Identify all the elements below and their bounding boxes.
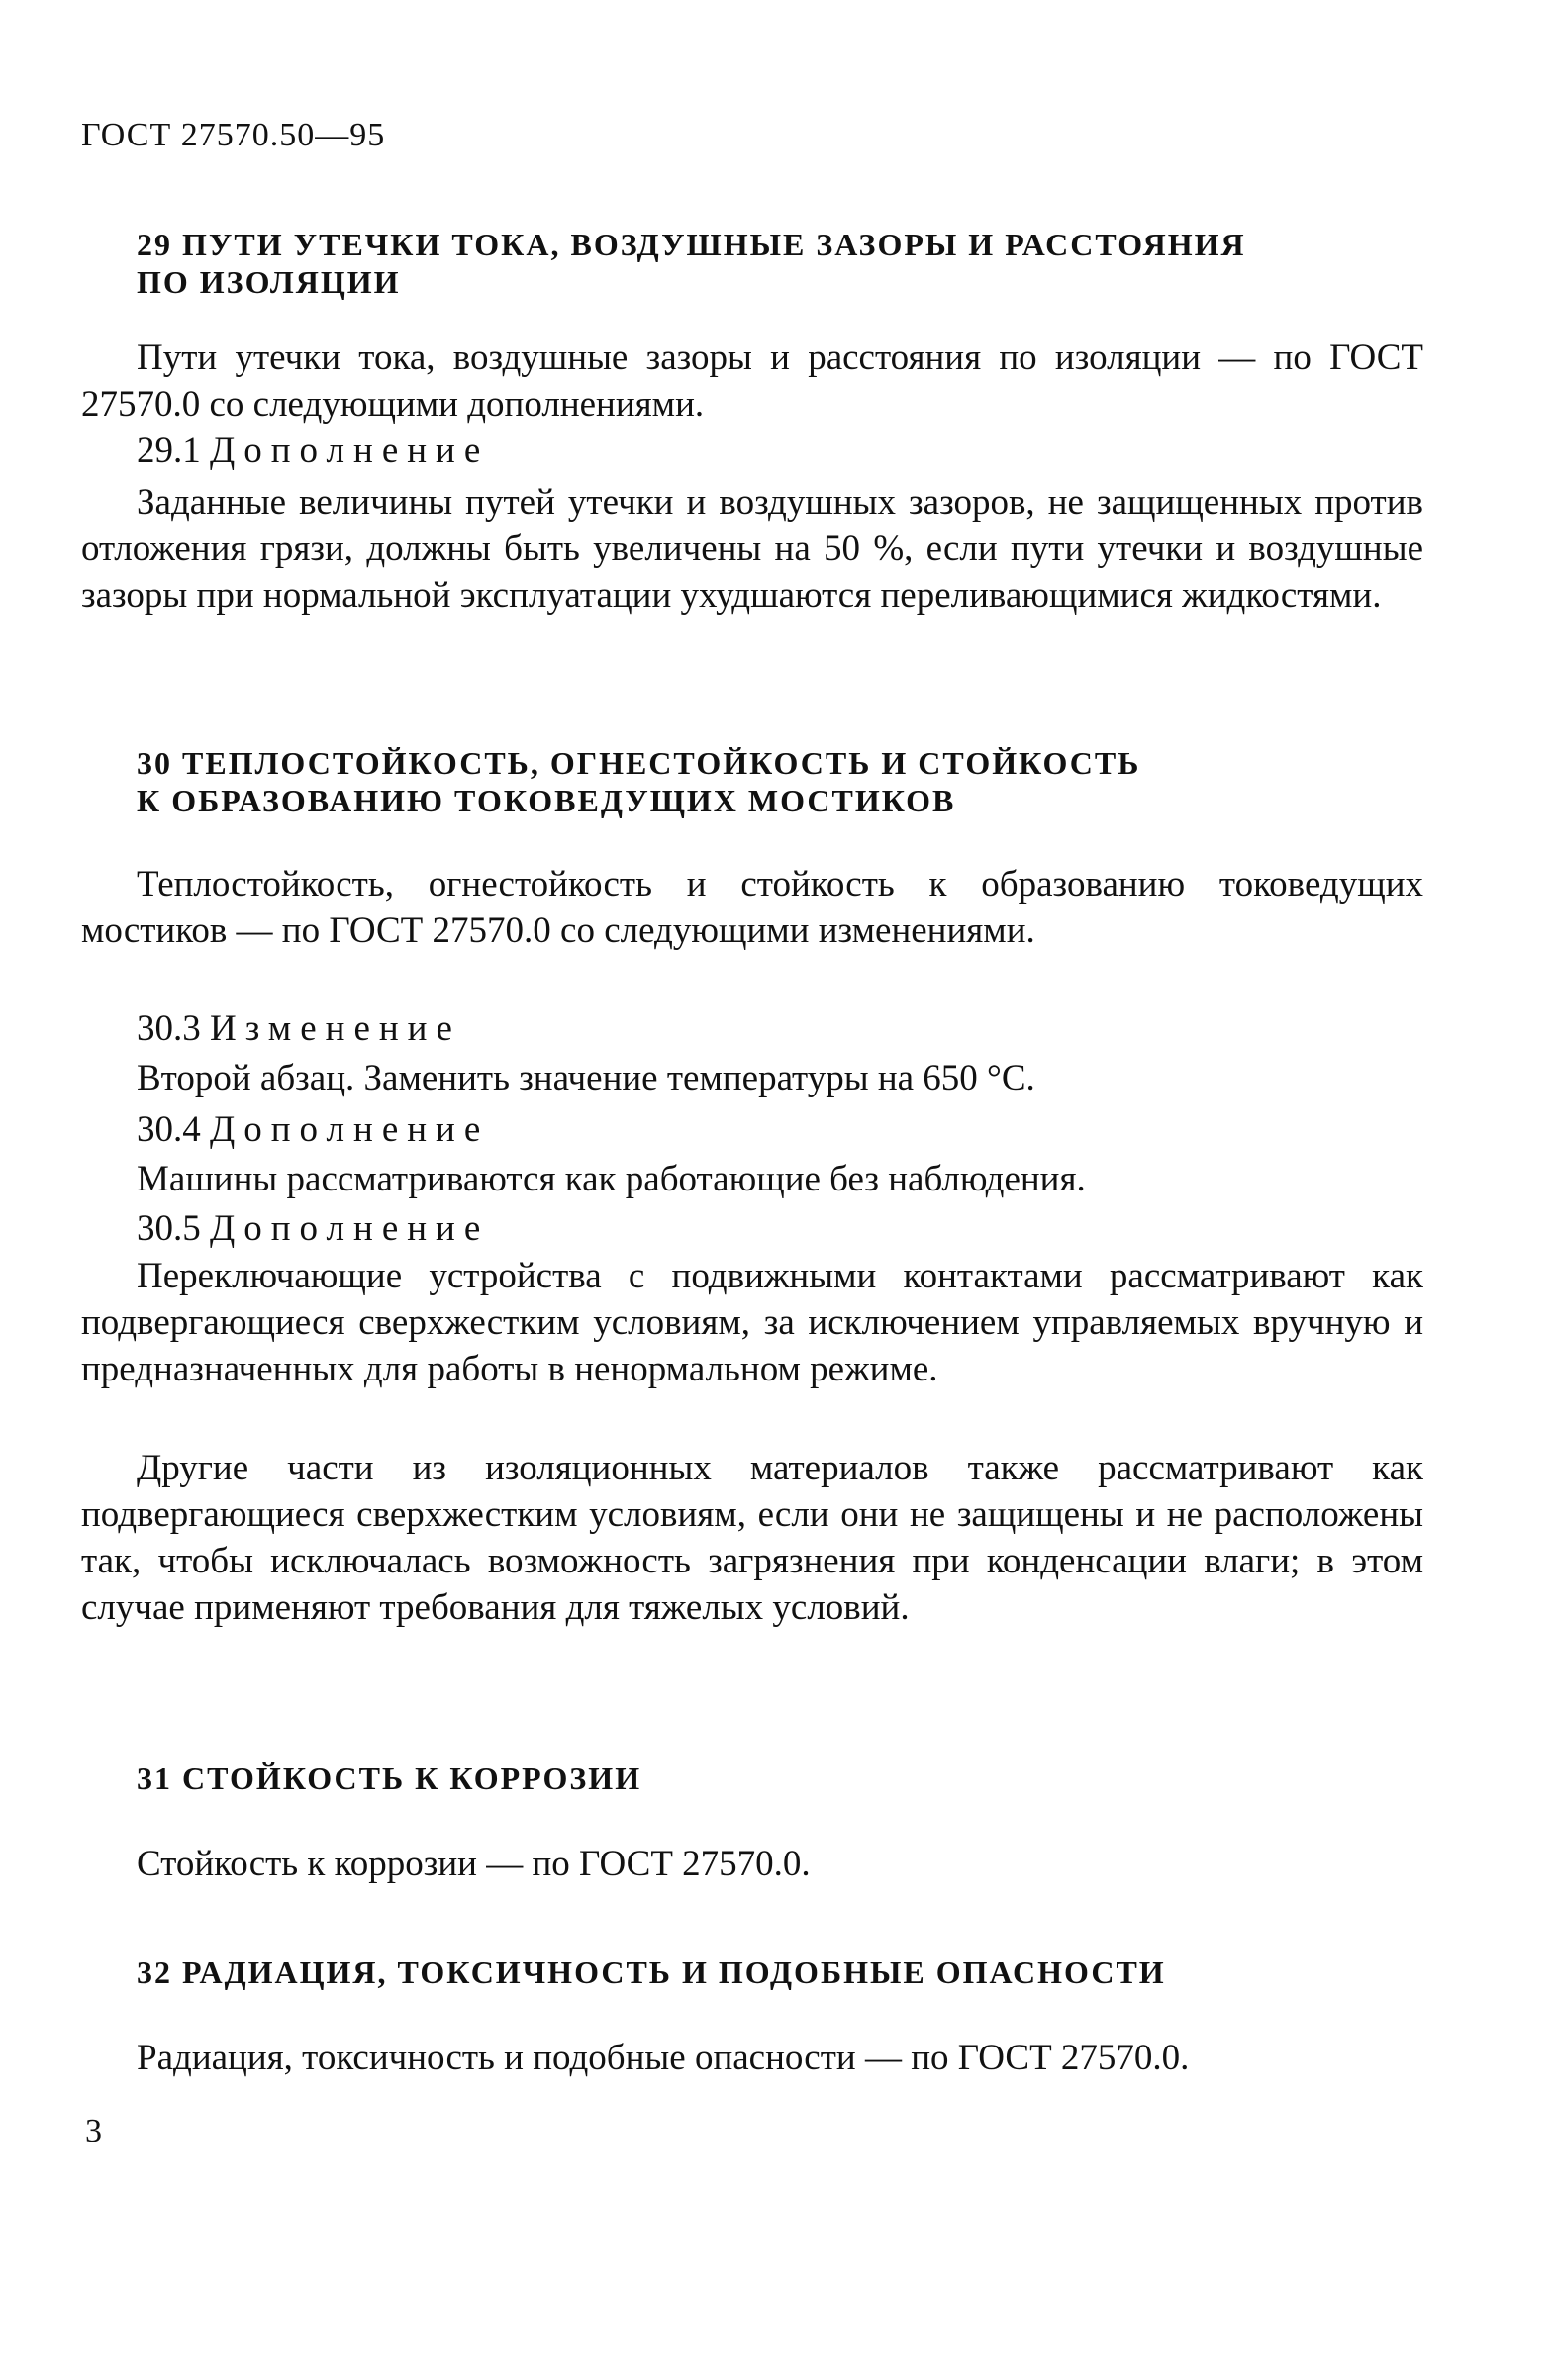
subsection-30-4-heading: [137, 1106, 489, 1153]
subsection-30-3-heading: [137, 1005, 461, 1052]
document-header: ГОСТ 27570.50—95: [81, 117, 386, 153]
subsection-29-1-label: Дополнение: [210, 430, 490, 471]
subsection-29-1-text: Заданные величины путей утечки и воздушных зазоров, не защищенных против отложения грязи, должны быть увеличены на 50 %, если пути утечки и воздушные зазоры при нормальной эксплуатации ухудшаются переливающимися жидкостями.: [81, 482, 1423, 616]
subsection-30-4-number: 30.4: [137, 1109, 201, 1150]
subsection-30-3-text: Второй абзац. Заменить значение температуры на 650 °С.: [137, 1058, 1035, 1098]
subsection-30-5-number: 30.5: [137, 1208, 201, 1249]
section-32-title: 32 РАДИАЦИЯ, ТОКСИЧНОСТЬ И ПОДОБНЫЕ ОПАСНОСТИ: [137, 1954, 1166, 1990]
section-30-intro: Теплостойкость, огнестойкость и стойкость к образованию токоведущих мостиков — по ГОСТ 27570.0 со следующими изменениями.: [81, 864, 1423, 951]
subsection-30-4-text: Машины рассматриваются как работающие без наблюдения.: [137, 1159, 1086, 1199]
subsection-30-5-label: Дополнение: [210, 1208, 490, 1249]
page-number: 3: [85, 2113, 102, 2149]
subsection-29-1-number: 29.1: [137, 430, 201, 471]
section-32-text: Радиация, токсичность и подобные опасности — по ГОСТ 27570.0.: [137, 2038, 1190, 2078]
subsection-29-1-heading: [137, 428, 489, 474]
subsection-30-3-label: Изменение: [210, 1008, 461, 1049]
section-29-intro: Пути утечки тока, воздушные зазоры и расстояния по изоляции — по ГОСТ 27570.0 со следующими дополнениями.: [81, 337, 1423, 425]
section-29-title-line1: 29 ПУТИ УТЕЧКИ ТОКА, ВОЗДУШНЫЕ ЗАЗОРЫ И РАССТОЯНИЯ: [137, 227, 1246, 262]
subsection-30-4-label: Дополнение: [210, 1109, 490, 1150]
section-31-text: Стойкость к коррозии — по ГОСТ 27570.0.: [137, 1844, 811, 1884]
subsection-30-5-text-1: Переключающие устройства с подвижными контактами рассматривают как подвергающиеся сверхжестким условиям, за исключением управляемых вручную и предназначенных для работы в ненормальном режиме.: [81, 1256, 1423, 1389]
subsection-30-5-text-2: Другие части из изоляционных материалов также рассматривают как подвергающиеся сверхжестким условиям, если они не защищены и не расположены так, чтобы исключалась возможность загрязнения при конденсации влаги; в этом случае применяют требования для тяжелых условий.: [81, 1448, 1423, 1628]
section-29-title-line2: ПО ИЗОЛЯЦИИ: [137, 264, 401, 300]
subsection-30-5-heading: [137, 1205, 489, 1252]
section-30-title-line1: 30 ТЕПЛОСТОЙКОСТЬ, ОГНЕСТОЙКОСТЬ И СТОЙКОСТЬ: [137, 745, 1141, 781]
subsection-30-3-number: 30.3: [137, 1008, 201, 1049]
section-30-title: [137, 744, 1443, 819]
section-31-title: 31 СТОЙКОСТЬ К КОРРОЗИИ: [137, 1761, 642, 1796]
section-29-title: [137, 226, 1443, 301]
section-30-title-line2: К ОБРАЗОВАНИЮ ТОКОВЕДУЩИХ МОСТИКОВ: [137, 783, 956, 818]
